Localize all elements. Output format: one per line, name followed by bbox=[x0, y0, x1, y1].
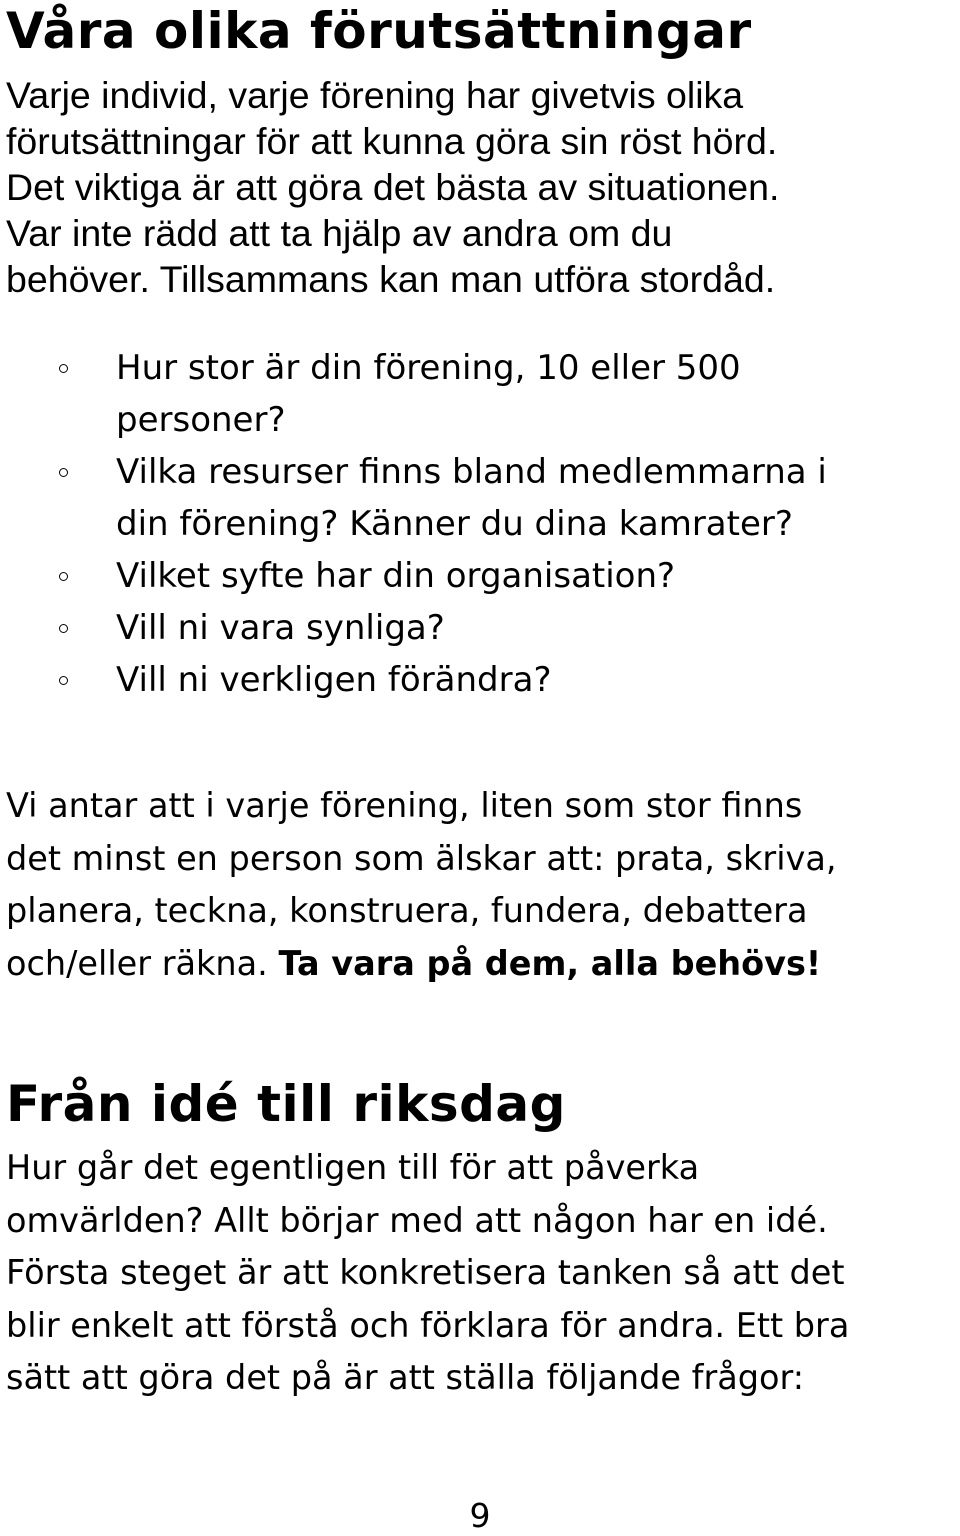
question-item bbox=[0, 602, 960, 654]
circle-bullet-icon bbox=[59, 364, 68, 373]
question-item bbox=[0, 446, 960, 550]
question-list bbox=[0, 342, 960, 706]
section-heading-forutsattningar: Våra olika förutsättningar bbox=[6, 2, 752, 60]
question-item bbox=[0, 550, 960, 602]
question-text: Vilka resurser finns bland medlemmarna i bbox=[116, 452, 827, 492]
circle-bullet-icon bbox=[59, 468, 68, 477]
intro-paragraph bbox=[6, 72, 956, 302]
question-item bbox=[0, 654, 960, 706]
question-text: Hur stor är din förening, 10 eller 500 bbox=[116, 348, 741, 388]
paragraph-line: Vi antar att i varje förening, liten som stor finns bbox=[6, 786, 803, 825]
paragraph-line: omvärlden? Allt börjar med att någon har en idé. bbox=[6, 1200, 828, 1240]
intro-line: Varje individ, varje förening har givetvis olika bbox=[6, 74, 744, 116]
intro-line: Var inte rädd att ta hjälp av andra om du bbox=[6, 212, 673, 254]
paragraph-text: och/eller räkna. bbox=[6, 943, 268, 983]
intro-line: förutsättningar för att kunna göra sin röst hörd. bbox=[6, 120, 778, 162]
paragraph-line-last bbox=[6, 938, 958, 991]
section2-paragraph bbox=[6, 1142, 958, 1405]
question-text: personer? bbox=[116, 400, 286, 440]
body-paragraph bbox=[6, 780, 958, 990]
paragraph-line: sätt att göra det på är att ställa följande frågor: bbox=[6, 1358, 804, 1397]
question-text: Vilket syfte har din organisation? bbox=[116, 556, 676, 596]
emphasis-text: Ta vara på dem, alla behövs! bbox=[278, 943, 822, 983]
paragraph-line: det minst en person som älskar att: prata, skriva, bbox=[6, 838, 837, 878]
page-number: 9 bbox=[469, 1496, 491, 1535]
paragraph-line: Första steget är att konkretisera tanken så att det bbox=[6, 1253, 845, 1292]
paragraph-line: Hur går det egentligen till för att påverka bbox=[6, 1148, 700, 1187]
question-item bbox=[0, 342, 960, 446]
circle-bullet-icon bbox=[59, 676, 68, 685]
intro-line: Det viktiga är att göra det bästa av situationen. bbox=[6, 166, 780, 208]
question-text: Vill ni vara synliga? bbox=[116, 608, 445, 648]
intro-line: behöver. Tillsammans kan man utföra stordåd. bbox=[6, 258, 776, 300]
circle-bullet-icon bbox=[59, 624, 68, 633]
question-text: din förening? Känner du dina kamrater? bbox=[116, 504, 793, 544]
question-text: Vill ni verkligen förändra? bbox=[116, 660, 552, 700]
circle-bullet-icon bbox=[59, 572, 68, 581]
paragraph-line: blir enkelt att förstå och förklara för andra. Ett bra bbox=[6, 1305, 850, 1345]
paragraph-line: planera, teckna, konstruera, fundera, debattera bbox=[6, 891, 808, 930]
section-heading-ide-till-riksdag: Från idé till riksdag bbox=[6, 1075, 566, 1133]
